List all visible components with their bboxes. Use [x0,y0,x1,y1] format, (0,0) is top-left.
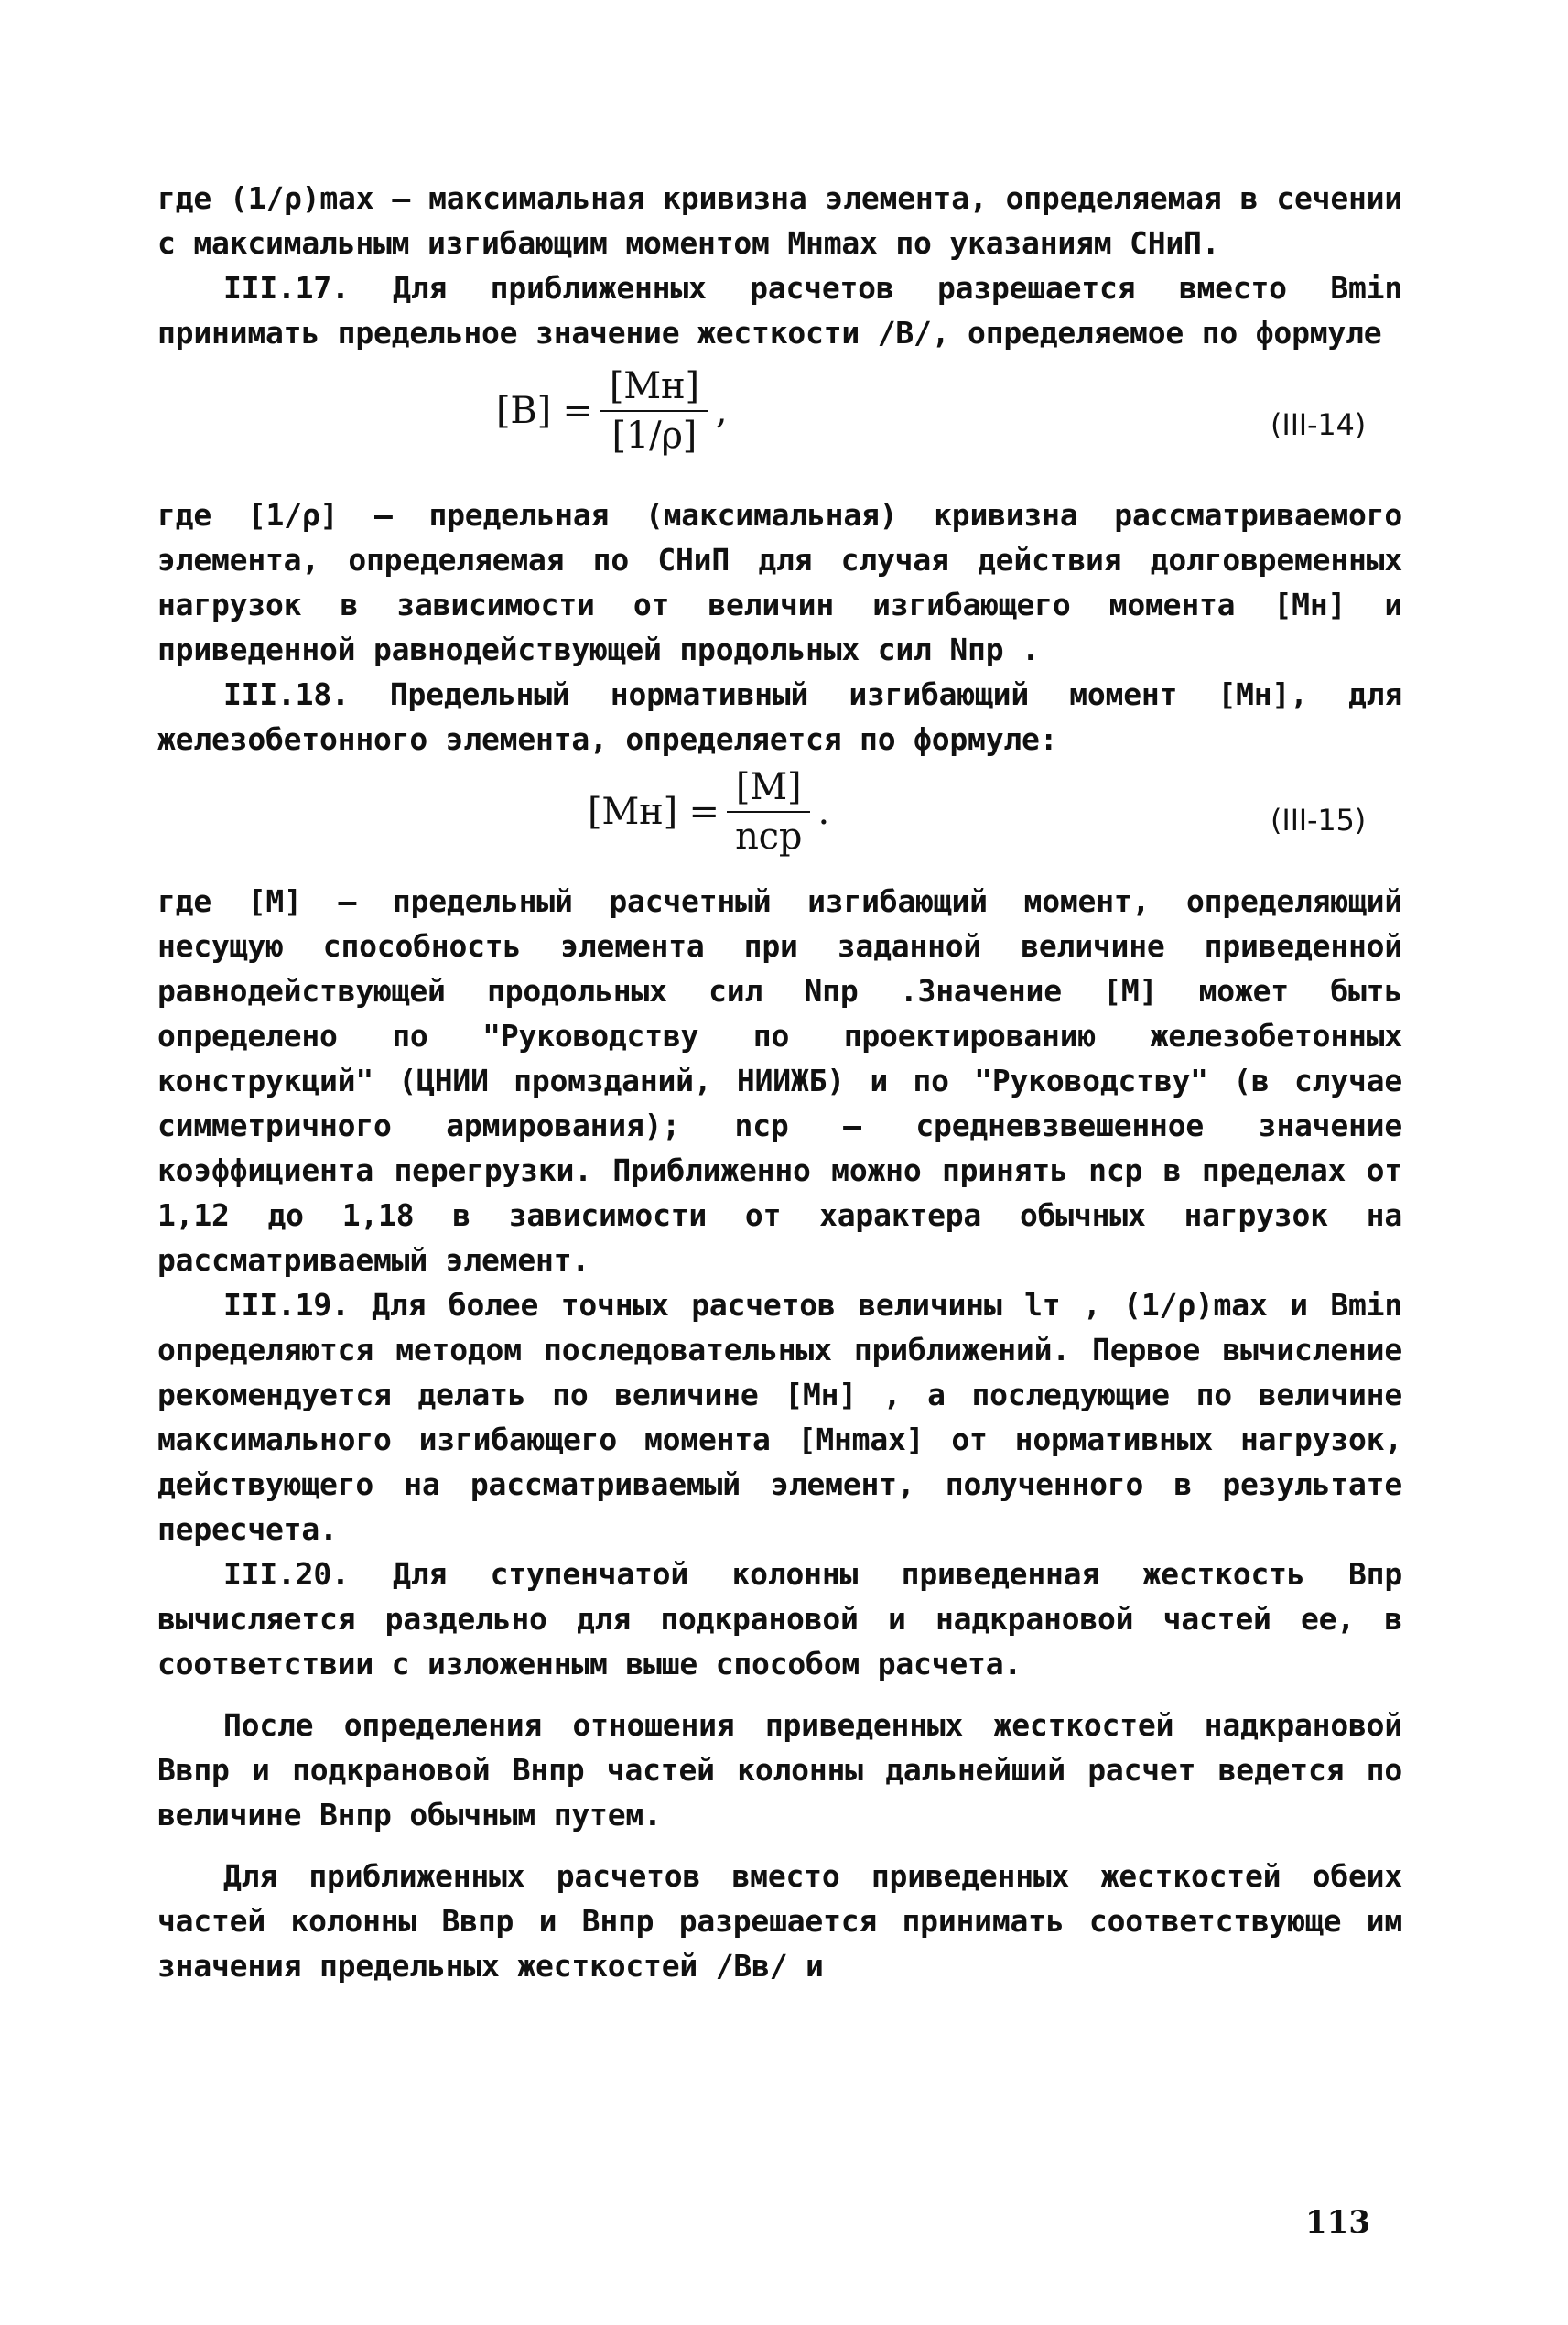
paragraph-III-19: III.19. Для более точных расчетов величины lт , (1/ρ)max и Bmin определяются методом последовательных приближений. Первое вычисление рекомендуется делать по величине [Mн] , а последующие по величине максимального изгибающего момента [Mнmax] от нормативных нагрузок, действующего на рассматриваемый элемент, полученного в результате пересчета. [157,1287,1402,1547]
paragraph-III-18: III.18. Предельный нормативный изгибающий момент [Mн], для железобетонного элемента, определяется по формуле: [157,676,1402,757]
paragraph-III-17: III.17. Для приближенных расчетов разрешается вместо Bmin принимать предельное значение жесткости /B/, определяемое по формуле [157,270,1402,351]
formula-lhs: [Mн] = [588,790,719,833]
fraction-numerator: [Mн] [600,362,708,412]
equation-III-14 [157,355,1402,492]
paragraph-curvature-definition: где (1/ρ)max – максимальная кривизна элемента, определяемая в сечении с максимальным изгибающим моментом Mнmax по указаниям СНиП. [157,180,1402,261]
formula-punctuation: . [817,790,829,833]
fraction-denominator: nср [735,816,803,858]
equation-number: (III-14) [1271,407,1366,442]
page-number: 113 [1305,2204,1370,2241]
fraction-denominator: [1/ρ] [611,415,697,457]
text-column [157,176,1402,1988]
formula-III-14 [496,362,727,460]
paragraph-design-moment: где [M] – предельный расчетный изгибающий момент, определяющий несущую способность элемента при заданной величине приведенной равнодействующей продольных сил Nпр .Значение [M] может быть определено по "Руководству по проектированию железобетонных конструкций" (ЦНИИ промзданий, НИИЖБ) и по "Руководству" (в случае симметричного армирования); nср – средневзвешенное значение коэффициента перегрузки. Приближенно можно принять nср в пределах от 1,12 до 1,18 в зависимости от характера обычных нагрузок на рассматриваемый элемент. [157,883,1402,1278]
paragraph-approximate-calc: Для приближенных расчетов вместо приведенных жесткостей обеих частей колонны Bвпр и Bнпр разрешается принимать соответствующе им значения предельных жесткостей /Bв/ и [157,1858,1402,1984]
formula-lhs: [B] = [496,389,593,432]
formula-fraction [600,362,708,460]
equation-III-15 [157,762,1402,879]
formula-punctuation: , [715,389,728,432]
paragraph-limit-curvature: где [1/ρ] – предельная (максимальная) кривизна рассматриваемого элемента, определяемая по СНиП для случая действия долговременных нагрузок в зависимости от величин изгибающего момента [Mн] и приведенной равнодействующей продольных сил Nпр . [157,497,1402,667]
paragraph-III-20: III.20. Для ступенчатой колонны приведенная жесткость Bпр вычисляется раздельно для подкрановой и надкрановой частей ее, в соответствии с изложенным выше способом расчета. [157,1556,1402,1682]
paragraph-stiffness-ratio: После определения отношения приведенных жесткостей надкрановой Bвпр и подкрановой Bнпр частей колонны дальнейший расчет ведется по величине Bнпр обычным путем. [157,1707,1402,1833]
formula-III-15 [588,763,829,860]
formula-fraction [727,763,811,860]
fraction-numerator: [M] [727,763,811,813]
equation-number: (III-15) [1271,803,1366,838]
